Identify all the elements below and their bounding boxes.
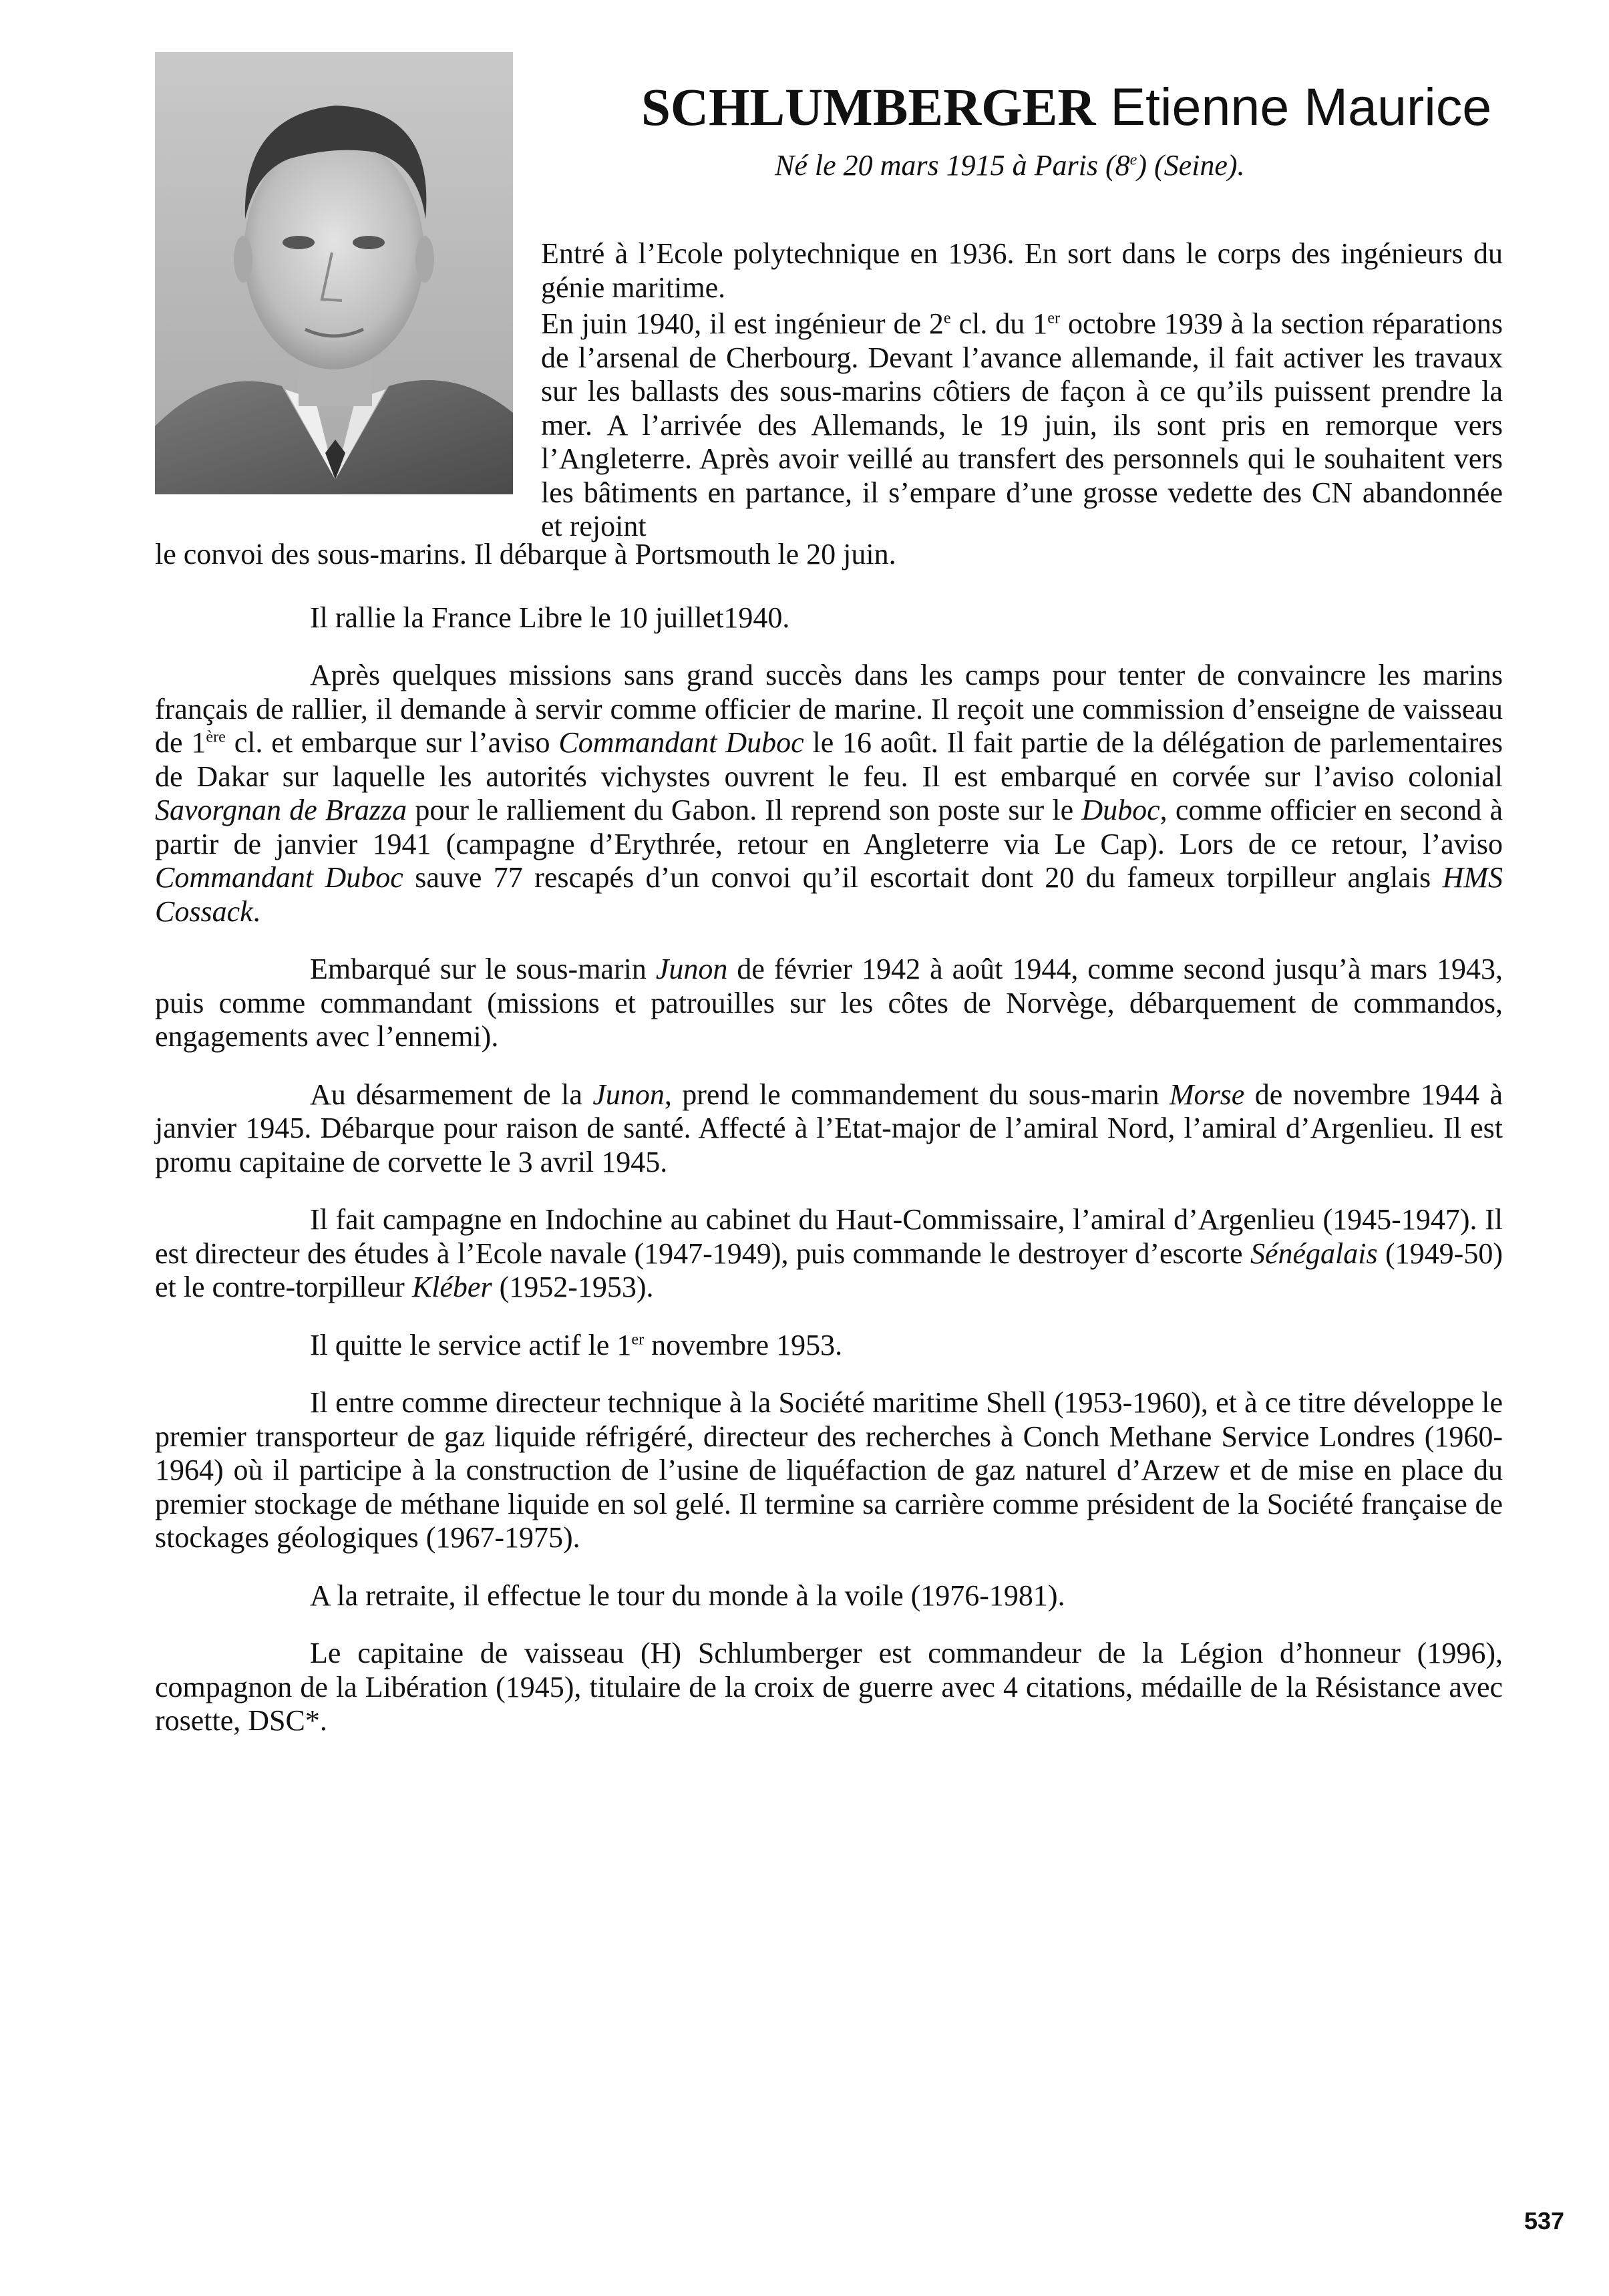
intro-p2-a: En juin 1940, il est ingénieur de 2 — [541, 307, 944, 340]
ship-name-kleber: Kléber — [411, 1271, 492, 1303]
p-missions-e: , comme officier en second à partir de janvier 1941 (campagne d’Erythrée, retour en Angleterre via Le Cap). Lors de ce retour, l’aviso — [155, 794, 1503, 860]
birth-prefix: Né le 20 mars 1915 à Paris (8 — [775, 149, 1130, 182]
intro-paragraph-2-tail — [155, 538, 1503, 572]
p-junon-a: Embarqué sur le sous-marin — [310, 953, 656, 985]
p-quitte-a: Il quitte le service actif le 1 — [310, 1328, 632, 1361]
p-indo-a: Il fait campagne en Indochine au cabinet du Haut-Commissaire, l’amiral d’Argenlieu (1945-1947). Il est directeur des études à l’Ecole navale (1947-1949), puis commande le destroyer d’escorte — [155, 1203, 1503, 1270]
intro-p2-c: octobre 1939 à la section réparations de l’arsenal de Cherbourg. Devant l’avance allemande, il fait activer les travaux sur les ballasts des sous-marins côtiers de façon à ce qu’ils puissent prendre la mer. A l’arrivée des Allemands, le 19 juin, ils sont pris en remorque vers l’Angleterre. Après avoir veillé au transfert des personnels qui le souhaitent vers les bâtiments en partance, il s’empare d’une grosse vedette des CN abandonnée et rejoint — [541, 307, 1503, 542]
p-desarm-a: Au désarmement de la — [310, 1078, 593, 1111]
intro-paragraph-1 — [541, 237, 1503, 305]
ship-name-commandant-duboc: Commandant Duboc — [558, 726, 804, 759]
paragraph-desarmement — [155, 1078, 1503, 1180]
p-retraite-text: A la retraite, il effectue le tour du monde à la voile (1976-1981). — [310, 1579, 1065, 1612]
paragraph-quitte — [155, 1329, 1503, 1363]
p-quitte-sup: er — [631, 1329, 645, 1348]
p-missions-f: sauve 77 rescapés d’un convoi qu’il escortait dont 20 du fameux torpilleur anglais — [403, 861, 1443, 894]
p-missions-sup: ère — [206, 727, 226, 746]
ship-name-junon: Junon — [655, 953, 728, 985]
surname: SCHLUMBERGER — [641, 79, 1096, 137]
ship-name-duboc: Duboc — [1081, 794, 1160, 826]
person-name-heading — [641, 75, 1509, 140]
p-missions-a: Après quelques missions sans grand succès dans les camps pour tenter de convaincre les marins français de rallier, il demande à servir comme officier de marine. Il reçoit une commission d’enseigne de vaisseau de 1 — [155, 659, 1503, 759]
page-number: 537 — [1524, 2207, 1565, 2235]
birth-suffix: ) (Seine). — [1137, 149, 1245, 182]
p-rallie-text: Il rallie la France Libre le 10 juillet1940. — [310, 601, 790, 634]
intro-p2-tail: le convoi des sous-marins. Il débarque à Portsmouth le 20 juin. — [155, 538, 896, 570]
p-indo-b: (1949-50) et le contre-torpilleur — [155, 1237, 1503, 1303]
intro-p1-text: Entré à l’Ecole polytechnique en 1936. En sort dans le corps des ingénieurs du génie maritime. — [541, 237, 1503, 304]
p-desarm-c: de novembre 1944 à janvier 1945. Débarque pour raison de santé. Affecté à l’Etat-major de l’amiral Nord, l’amiral d’Argenlieu. Il est promu capitaine de corvette le 3 avril 1945. — [155, 1078, 1503, 1178]
p-missions-c: le 16 août. Il fait partie de la délégation de parlementaires de Dakar sur laquelle les autorités vichystes ouvrent le feu. Il est embarqué en corvée sur l’aviso colonial — [155, 726, 1503, 793]
p-shell-text: Il entre comme directeur technique à la Société maritime Shell (1953-1960), et à ce titre développe le premier transporteur de gaz liquide réfrigéré, directeur des recherches à Conch Methane Service Londres (1960-1964) où il participe à la construction de l’usine de liquéfaction de gaz naturel d’Arzew et de mise en place du premier stockage de méthane liquide en sol gelé. Il termine sa carrière comme président de la Société française de stockages géologiques (1967-1975). — [155, 1386, 1503, 1554]
p-honneurs-text: Le capitaine de vaisseau (H) Schlumberger est commandeur de la Légion d’honneur (1996), compagnon de la Libération (1945), titulaire de la croix de guerre avec 4 citations, médaille de la Résistance avec rosette, DSC*. — [155, 1637, 1503, 1737]
paragraph-rallie — [155, 601, 1503, 635]
portrait-photo — [155, 52, 513, 494]
intro-p2-sup1: e — [943, 309, 951, 327]
body-text — [155, 538, 1503, 1762]
paragraph-shell — [155, 1386, 1503, 1555]
paragraph-retraite — [155, 1579, 1503, 1613]
ship-name-savorgnan-de-brazza: Savorgnan de Brazza — [155, 794, 407, 826]
p-quitte-b: novembre 1953. — [644, 1328, 843, 1361]
birth-sup: e — [1129, 151, 1137, 169]
p-indo-c: (1952-1953). — [492, 1271, 654, 1303]
given-names: Etienne Maurice — [1110, 77, 1492, 136]
intro-paragraph-2 — [541, 307, 1503, 544]
p-junon-b: de février 1942 à août 1944, comme second jusqu’à mars 1943, puis comme commandant (missions et patrouilles sur les côtes de Norvège, débarquement de commandos, engagements avec l’ennemi). — [155, 953, 1503, 1053]
paragraph-honneurs — [155, 1637, 1503, 1738]
ship-name-junon-2: Junon — [592, 1078, 665, 1111]
p-desarm-b: , prend le commandement du sous-marin — [664, 1078, 1170, 1111]
intro-p2-sup2: er — [1047, 309, 1061, 327]
paragraph-junon — [155, 953, 1503, 1054]
ship-name-commandant-duboc-2: Commandant Duboc — [155, 861, 403, 894]
ship-name-morse: Morse — [1169, 1078, 1245, 1111]
paragraph-indochine — [155, 1203, 1503, 1305]
paragraph-missions — [155, 659, 1503, 929]
portrait-image — [155, 52, 513, 494]
p-missions-b: cl. et embarque sur l’aviso — [225, 726, 559, 759]
intro-block — [541, 237, 1503, 544]
intro-p2-b: cl. du 1 — [950, 307, 1048, 340]
ship-name-hms-cossack: HMS Cossack — [155, 861, 1503, 928]
p-missions-g: . — [252, 894, 260, 928]
birth-line — [775, 148, 1376, 182]
p-missions-d: pour le ralliement du Gabon. Il reprend son poste sur le — [407, 794, 1082, 826]
ship-name-senegalais: Sénégalais — [1250, 1237, 1378, 1270]
